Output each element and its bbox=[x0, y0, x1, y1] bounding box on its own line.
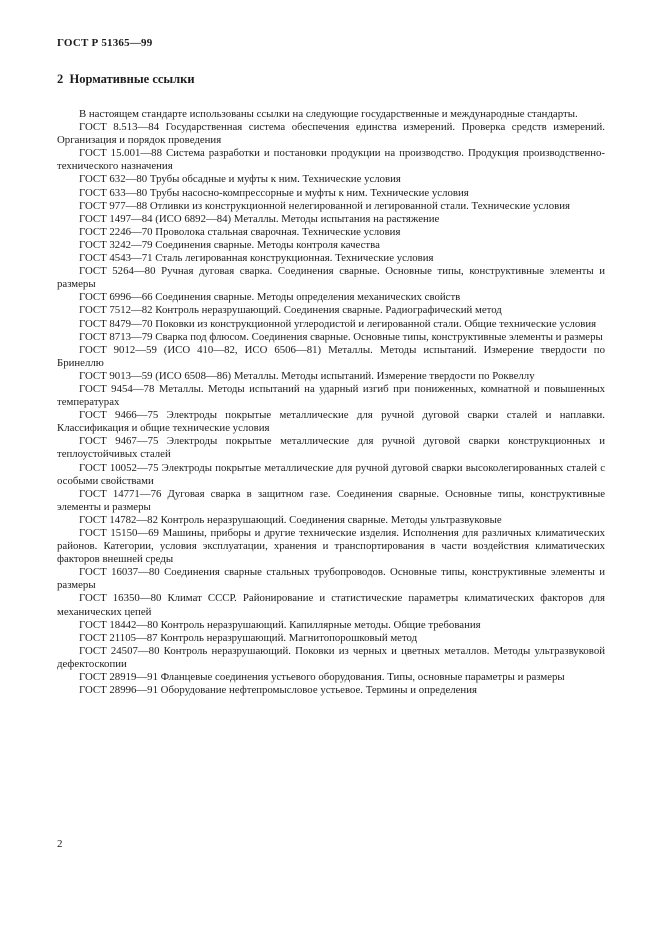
reference-item: ГОСТ 10052—75 Электроды покрытые металлические для ручной дуговой сварки высоколегированных сталей с особыми свойствами bbox=[57, 461, 605, 487]
reference-item: ГОСТ 632—80 Трубы обсадные и муфты к ним. Технические условия bbox=[79, 173, 401, 186]
reference-item: ГОСТ 18442—80 Контроль неразрушающий. Капиллярные методы. Общие требования bbox=[79, 618, 481, 631]
reference-item: ГОСТ 15.001—88 Система разработки и постановки продукции на производство. Продукция производственно-технического назначения bbox=[57, 147, 605, 173]
reference-item: ГОСТ 24507—80 Контроль неразрушающий. Поковки из черных и цветных металлов. Методы ультразвуковой дефектоскопии bbox=[57, 644, 605, 670]
body-text bbox=[57, 108, 605, 697]
reference-item: ГОСТ 15150—69 Машины, приборы и другие технические изделия. Исполнения для различных климатических районов. Категории, условия эксплуатации, хранения и транспортирования в части воздействия климатических факторов внешней среды bbox=[57, 527, 605, 566]
reference-item: ГОСТ 28919—91 Фланцевые соединения устьевого оборудования. Типы, основные параметры и размеры bbox=[79, 671, 565, 684]
document-header: ГОСТ Р 51365—99 bbox=[57, 37, 153, 49]
page-number: 2 bbox=[57, 838, 63, 850]
reference-item: ГОСТ 16350—80 Климат СССР. Районирование и статистические параметры климатических факторов для механических цепей bbox=[57, 592, 605, 618]
reference-item: ГОСТ 9454—78 Металлы. Методы испытаний на ударный изгиб при пониженных, комнатной и повышенных температурах bbox=[57, 382, 605, 409]
reference-item: ГОСТ 5264—80 Ручная дуговая сварка. Соединения сварные. Основные типы, конструктивные элементы и размеры bbox=[57, 265, 605, 291]
reference-item: ГОСТ 977—88 Отливки из конструкционной нелегированной и легированной стали. Технические условия bbox=[79, 199, 570, 212]
reference-item: ГОСТ 6996—66 Соединения сварные. Методы определения механических свойств bbox=[79, 291, 461, 304]
reference-item: ГОСТ 8713—79 Сварка под флюсом. Соединения сварные. Основные типы, конструктивные элементы и размеры bbox=[79, 330, 603, 343]
reference-item: ГОСТ 2246—70 Проволока стальная сварочная. Технические условия bbox=[79, 225, 401, 238]
reference-item: ГОСТ 8.513—84 Государственная система обеспечения единства измерений. Проверка средств измерений. Организация и порядок проведения bbox=[57, 121, 605, 147]
reference-item: ГОСТ 21105—87 Контроль неразрушающий. Магнитопорошковый метод bbox=[79, 631, 418, 644]
reference-item: ГОСТ 3242—79 Соединения сварные. Методы контроля качества bbox=[79, 238, 380, 251]
references-list bbox=[57, 121, 605, 697]
section-title: 2 Нормативные ссылки bbox=[57, 72, 195, 86]
reference-item: ГОСТ 9466—75 Электроды покрытые металлические для ручной дуговой сварки сталей и наплавки. Классификация и общие технические условия bbox=[57, 409, 605, 435]
reference-item: ГОСТ 14771—76 Дуговая сварка в защитном газе. Соединения сварные. Основные типы, конструктивные элементы и размеры bbox=[57, 487, 605, 513]
reference-item: ГОСТ 28996—91 Оборудование нефтепромысловое устьевое. Термины и определения bbox=[79, 684, 477, 697]
reference-item: ГОСТ 4543—71 Сталь легированная конструкционная. Технические условия bbox=[79, 252, 434, 265]
reference-item: ГОСТ 1497—84 (ИСО 6892—84) Металлы. Методы испытания на растяжение bbox=[79, 212, 440, 225]
reference-item: ГОСТ 7512—82 Контроль неразрушающий. Соединения сварные. Радиографический метод bbox=[79, 304, 502, 317]
reference-item: ГОСТ 14782—82 Контроль неразрушающий. Соединения сварные. Методы ультразвуковые bbox=[79, 513, 502, 526]
intro-paragraph: В настоящем стандарте использованы ссылки на следующие государственные и международные стандарты. bbox=[79, 108, 578, 120]
reference-item: ГОСТ 633—80 Трубы насосно-компрессорные и муфты к ним. Технические условия bbox=[79, 186, 469, 199]
reference-item: ГОСТ 9467—75 Электроды покрытые металлические для ручной дуговой сварки конструкционных и теплоустойчивых сталей bbox=[57, 435, 605, 461]
reference-item: ГОСТ 9013—59 (ИСО 6508—86) Металлы. Методы испытаний. Измерение твердости по Роквеллу bbox=[79, 369, 535, 382]
reference-item: ГОСТ 9012—59 (ИСО 410—82, ИСО 6506—81) Металлы. Методы испытаний. Измерение твердости по Бринеллю bbox=[57, 343, 605, 369]
reference-item: ГОСТ 16037—80 Соединения сварные стальных трубопроводов. Основные типы, конструктивные элементы и размеры bbox=[57, 566, 605, 592]
reference-item: ГОСТ 8479—70 Поковки из конструкционной углеродистой и легированной стали. Общие технические условия bbox=[79, 317, 597, 330]
page-content bbox=[57, 37, 605, 697]
